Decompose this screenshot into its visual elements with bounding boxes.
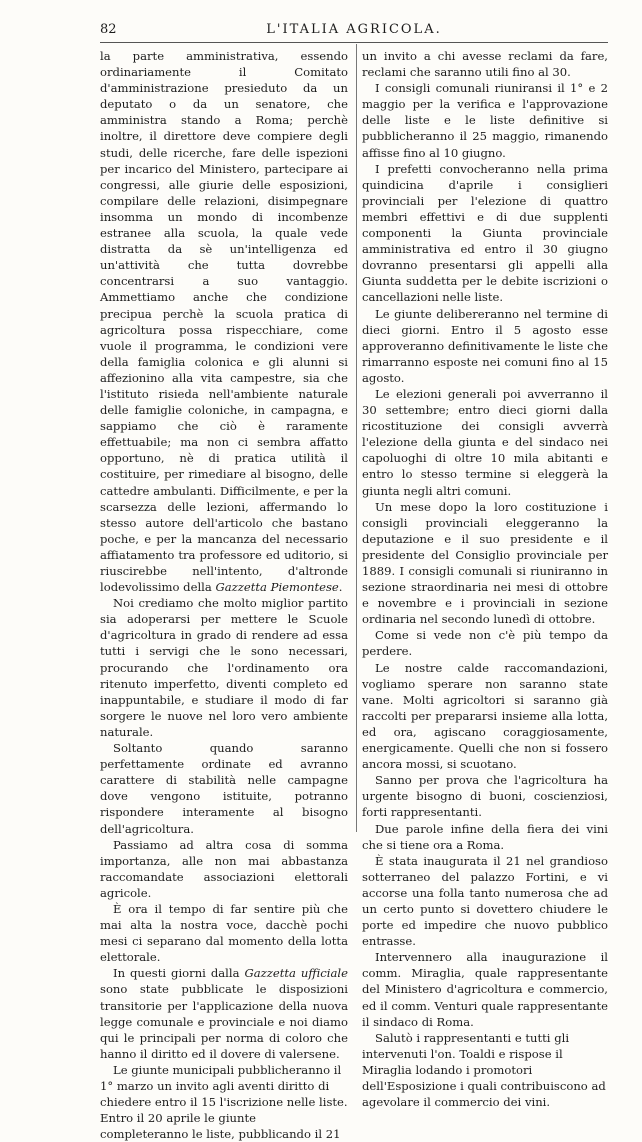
paragraph: In questi giorni dalla Gazzetta ufficiale sono state pubblicate le disposizioni transitorie per l'applicazione della nuova legge comunale e provinciale e noi diamo qui le principali per norma di coloro che hanno il diritto ed il dovere di valersene. — [100, 966, 348, 1061]
paragraph: Come si vede non c'è più tempo da perdere. — [362, 628, 608, 659]
paragraph: Soltanto quando saranno perfettamente ordinate ed avranno carattere di stabilità nelle campagne dove vengono istituite, potranno rispondere interamente al bisogno dell'agricoltura. — [100, 741, 348, 836]
paragraph: Le nostre calde raccomandazioni, vogliamo sperare non saranno state vane. Molti agricoltori si saranno già raccolti per prepararsi insieme alla lotta, ed ora, agiscano coraggiosamente, energicamente. Quelli che non si fossero ancora mossi, si scuotano. — [362, 660, 608, 772]
page-header — [100, 22, 608, 40]
paragraph: Intervennero alla inaugurazione il comm. Miraglia, quale rappresentante del Ministero d'agricoltura e commercio, ed il comm. Venturi quale rappresentante il sindaco di Roma. — [362, 950, 608, 1029]
paragraph: I prefetti convocheranno nella prima quindicina d'aprile i consiglieri provinciali per l'elezione di quattro membri effettivi e di due supplenti componenti la Giunta provinciale amministrativa ed entro il 30 giugno dovranno presentarsi gli appelli alla Giunta suddetta per le debite iscrizioni o cancellazioni nelle liste. — [362, 161, 608, 305]
paragraph: Le giunte delibereranno nel termine di dieci giorni. Entro il 5 agosto esse approveranno definitivamente le liste che rimarranno esposte nei comuni fino al 15 agosto. — [362, 306, 608, 385]
left-column — [100, 48, 348, 1142]
paragraph: Due parole infine della fiera dei vini che si tiene ora a Roma. — [362, 821, 608, 852]
paragraph: un invito a chi avesse reclami da fare, reclami che saranno utili fino al 30. — [362, 49, 608, 80]
column-divider — [356, 44, 357, 832]
paragraph: Passiamo ad altra cosa di somma importanza, alle non mai abbastanza raccomandate associazioni elettorali agricole. — [100, 837, 348, 900]
running-title: L'ITALIA AGRICOLA. — [266, 22, 442, 37]
paragraph: Sanno per prova che l'agricoltura ha urgente bisogno di buoni, coscienziosi, forti rappresentanti. — [362, 773, 608, 820]
header-rule — [100, 42, 608, 43]
paragraph: Un mese dopo la loro costituzione i consigli provinciali eleggeranno la deputazione e il suo presidente e il presidente del Consiglio provinciale per 1889. I consigli comunali si riuniranno in sezione straordinaria nei mesi di ottobre e novembre e i provinciali in sezione ordinaria nel secondo lunedì di ottobre. — [362, 499, 608, 627]
paragraph: È stata inaugurata il 21 nel grandioso sotterraneo del palazzo Fortini, e vi accorse una folla tanto numerosa che ad un certo punto si dovettero chiudere le porte ed impedire che nuovo pubblico entrasse. — [362, 853, 608, 949]
right-column — [362, 48, 608, 1110]
paragraph: Le elezioni generali poi avverranno il 30 settembre; entro dieci giorni dalla ricostituzione dei consigli avverrà l'elezione della giunta e del sindaco nei capoluoghi di oltre 10 mila abitanti e entro lo stesso termine si eleggerà la giunta negli altri comuni. — [362, 386, 608, 498]
page-number: 82 — [100, 22, 117, 37]
paragraph: I consigli comunali riuniransi il 1° e 2 maggio per la verifica e l'approvazione delle liste e le liste definitive si pubblicheranno il 25 maggio, rimanendo affisse fino al 10 giugno. — [362, 81, 608, 160]
paragraph: Salutò i rappresentanti e tutti gli intervenuti l'on. Toaldi e rispose il Miraglia lodando i promotori dell'Esposizione i quali contribuiscono ad agevolare il commercio dei vini. — [362, 1030, 606, 1110]
paragraph: la parte amministrativa, essendo ordinariamente il Comitato d'amministrazione presieduto da un deputato o da un senatore, che amministra stando a Roma; perchè inoltre, il direttore deve compiere degli studi, delle ricerche, fare delle ispezioni per incarico del Ministero, partecipare ai congressi, alle giurie delle esposizioni, compilare delle relazioni, disimpegnare insomma un mondo di incombenze estranee alla scuola, la quale vede distratta da sè un'intelligenza ed un'attività che tutta dovrebbe concentrarsi a suo vantaggio. Ammettiamo anche che condizione precipua perchè la scuola pratica di agricoltura possa rispecchiare, come vuole il programma, le condizioni vere della famiglia colonica e gli alunni si affezionino alla vita campestre, sia che l'istituto risieda nell'ambiente naturale delle famiglie coloniche, in campagna, e sappiamo che ciò è raramente effettuabile; ma non ci sembra affatto opportuno, nè di pratica utilità il costituire, per rimediare al bisogno, delle cattedre ambulanti. Difficilmente, e per la scarsezza delle lezioni, affermando lo stesso autore dell'articolo che bastano poche, e per la mancanza del necessario affiatamento tra professore ed uditorio, si riuscirebbe nell'intento, d'altronde lodevolissimo della Gazzetta Piemontese. — [100, 49, 348, 595]
paragraph: È ora il tempo di far sentire più che mai alta la nostra voce, dacchè pochi mesi ci separano dal momento della lotta elettorale. — [100, 901, 348, 965]
paragraph: Noi crediamo che molto miglior partito sia adoperarsi per mettere le Scuole d'agricoltura in grado di rendere ad essa tutti i servigi che le sono necessari, procurando che l'ordinamento ora ritenuto imperfetto, diventi completo ed inappuntabile, e studiare il modo di far sorgere le nuove nel loro vero ambiente naturale. — [100, 596, 348, 739]
paragraph: Le giunte municipali pubblicheranno il 1° marzo un invito agli aventi diritto di chiedere entro il 15 l'iscrizione nelle liste. Entro il 20 aprile le giunte completeranno le liste, pubblicando il 21 — [100, 1062, 348, 1142]
